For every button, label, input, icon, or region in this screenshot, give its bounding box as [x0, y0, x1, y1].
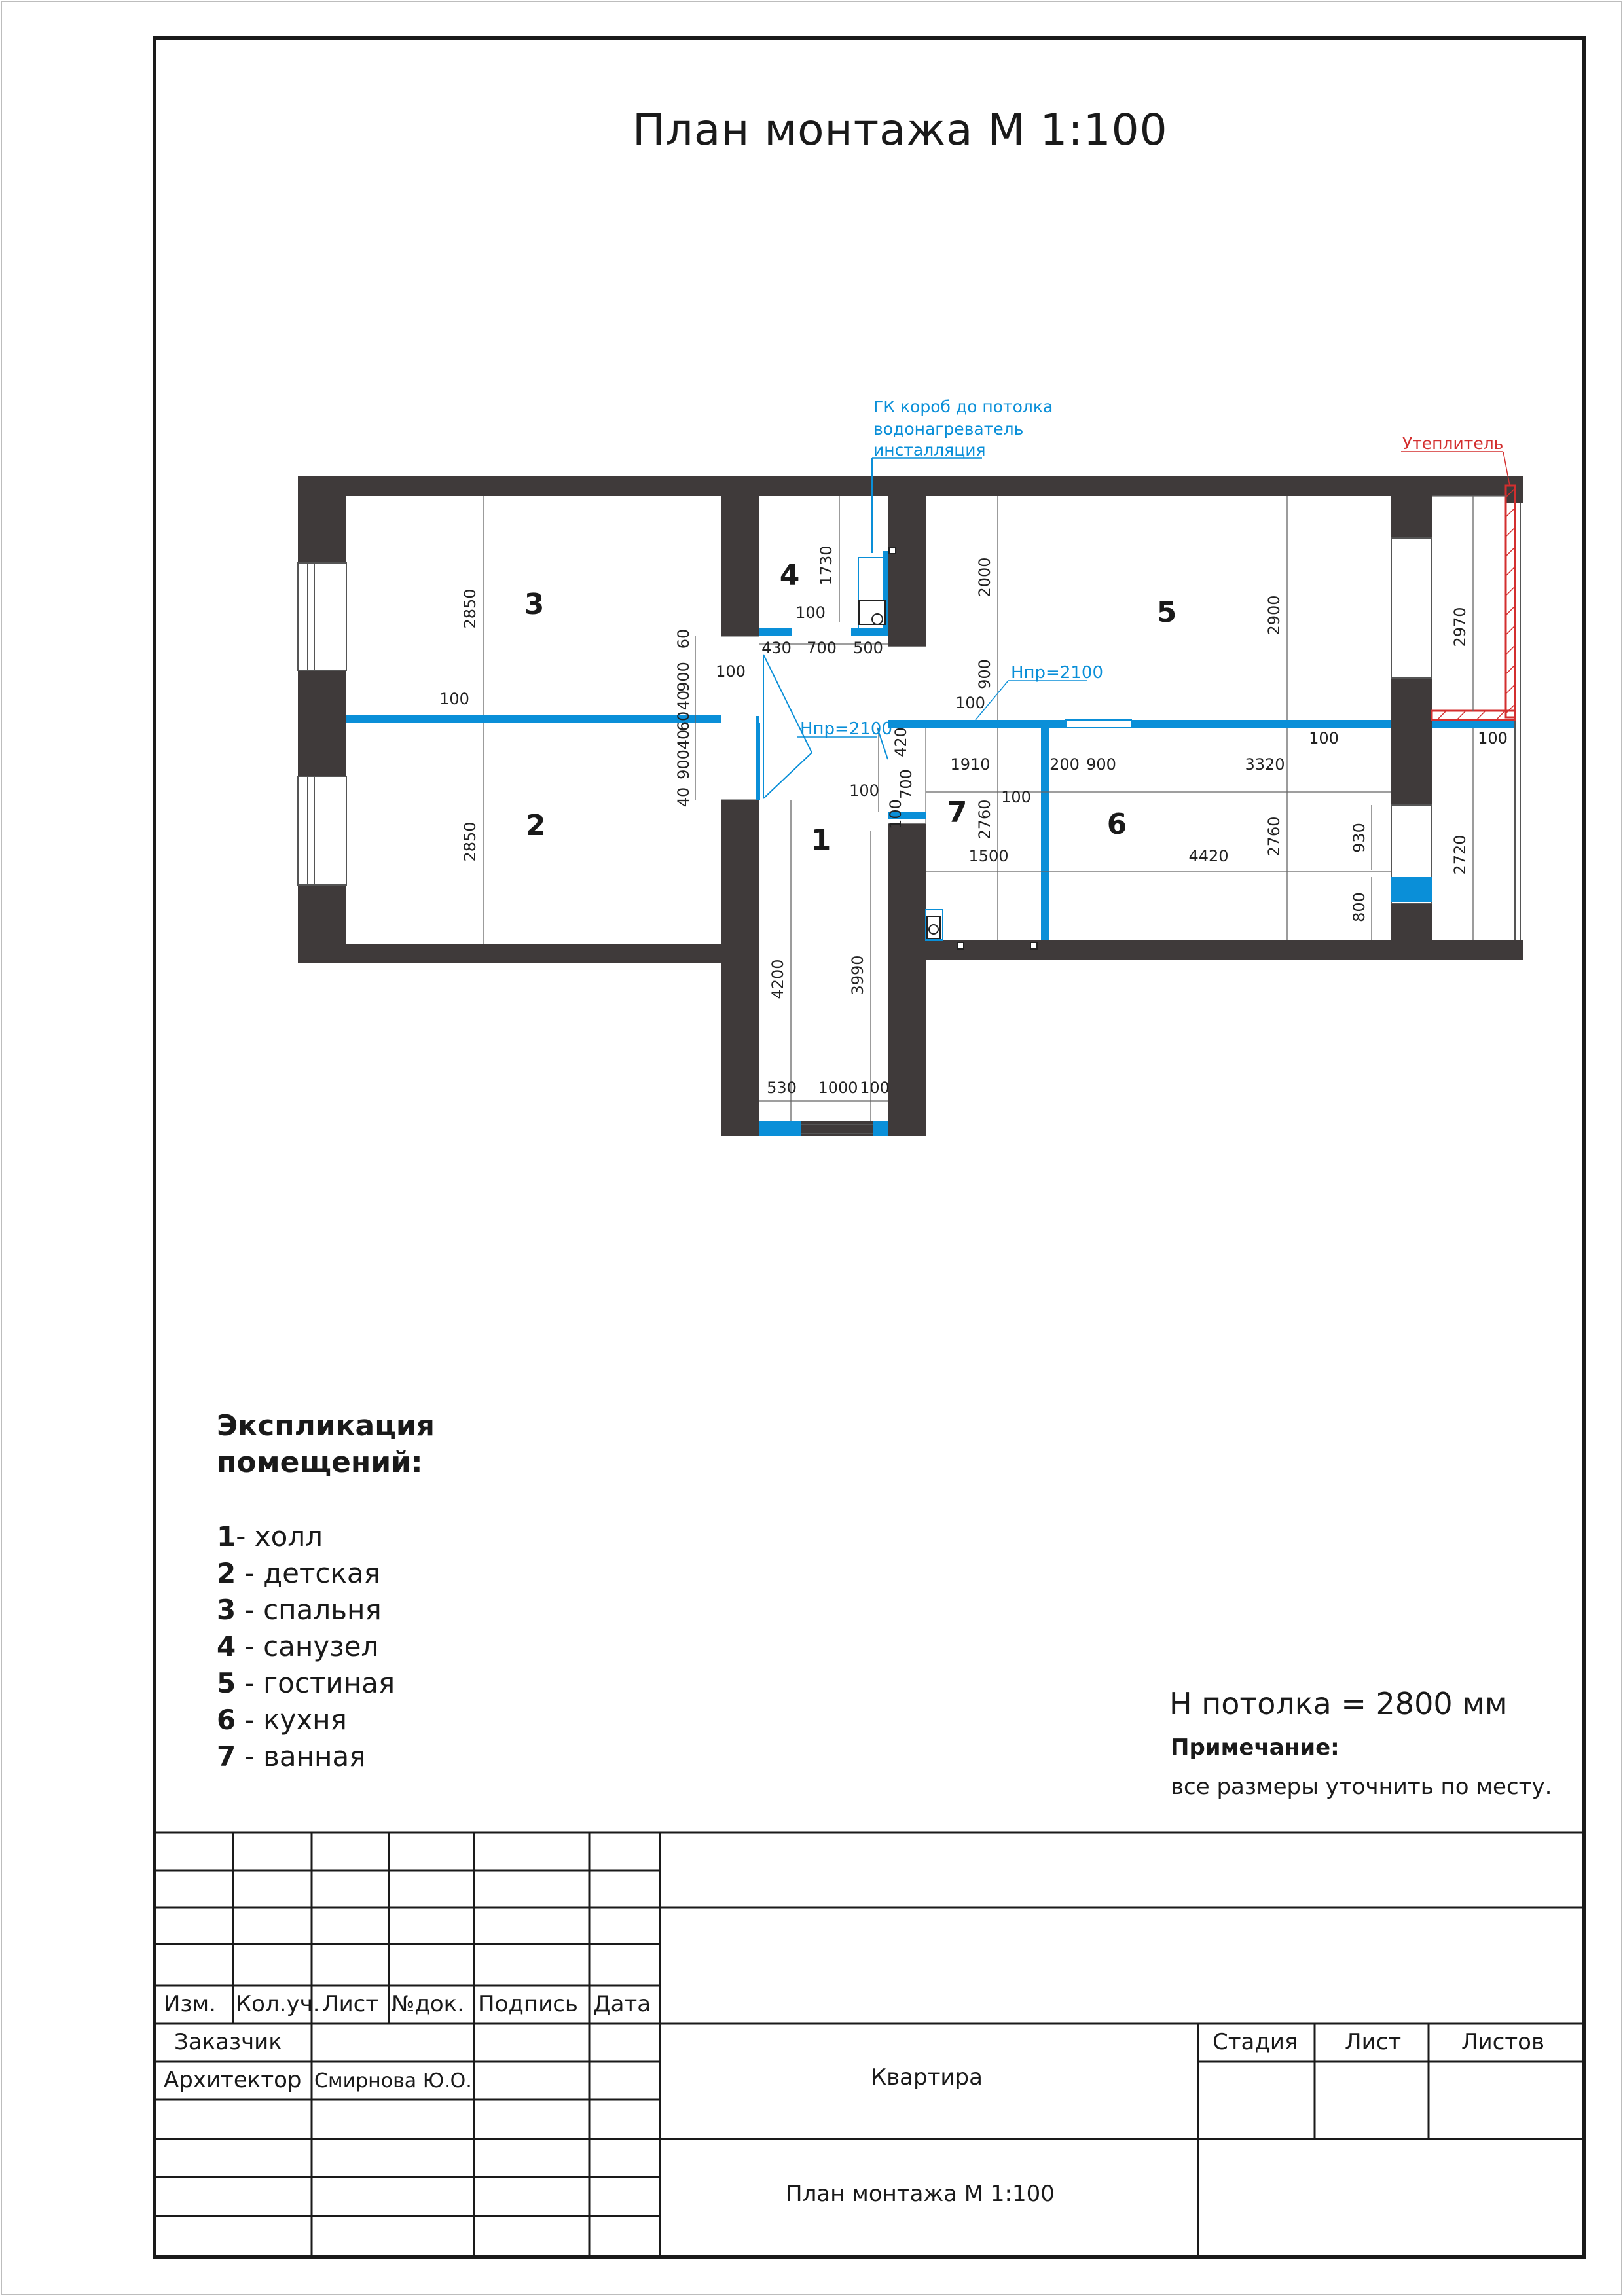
dim-h-100c: 100	[860, 1079, 890, 1097]
dim-k-3320: 3320	[1245, 755, 1285, 774]
dim-v40b: 40	[674, 729, 693, 750]
dim-v900a: 900	[674, 662, 693, 692]
dim-r3-height: 2850	[461, 588, 479, 629]
room-number-1: 1	[811, 823, 831, 857]
legend-item-5	[217, 1665, 395, 1702]
legend-item-1	[217, 1518, 323, 1555]
architect-label: Архитектор	[164, 2067, 302, 2093]
dim-h-700: 700	[897, 769, 915, 799]
dim-v900b: 900	[674, 749, 693, 780]
dim-r4-100: 100	[795, 603, 826, 622]
col-header-signature: Подпись	[478, 1991, 578, 2017]
col-header-date: Дата	[593, 1991, 651, 2017]
col-header-list: Лист	[322, 1991, 379, 2017]
legend-item-6	[217, 1702, 347, 1738]
floor-plan	[298, 397, 1523, 1136]
col-header-kol: Кол.уч.	[236, 1991, 320, 2017]
dim-r5-100b: 100	[1309, 729, 1339, 747]
drawing-frame	[155, 38, 1584, 2257]
legend-item-2	[217, 1555, 380, 1592]
legend-item-4	[217, 1628, 378, 1665]
room-number-2: 2	[525, 809, 546, 842]
dim-h-100b: 100	[886, 799, 905, 829]
dim-k-100: 100	[1001, 788, 1031, 806]
dim-k-2760a: 2760	[976, 799, 994, 840]
room-number-6: 6	[1106, 808, 1127, 841]
room-number-3: 3	[524, 588, 545, 621]
dim-h-3990: 3990	[848, 955, 867, 996]
dim-balcony-2970: 2970	[1451, 607, 1469, 647]
sheet-title: План монтажа М 1:100	[786, 2181, 1055, 2207]
page-title: План монтажа М 1:100	[632, 105, 1168, 155]
dim-h-100a: 100	[849, 781, 879, 800]
architect-name: Смирнова Ю.О.	[314, 2070, 472, 2092]
dim-k-800: 800	[1350, 892, 1368, 922]
dim-r4-height: 1730	[817, 545, 835, 586]
legend-num: 1	[217, 1520, 236, 1552]
sheets-label: Листов	[1461, 2029, 1545, 2055]
insulation-label: Утеплитель	[1402, 434, 1504, 453]
dim-r5-900: 900	[976, 659, 994, 689]
room-number-5: 5	[1156, 596, 1177, 629]
legend-text: - спальня	[236, 1594, 382, 1626]
dim-v60b: 60	[674, 711, 693, 732]
dim-k-4420: 4420	[1188, 847, 1229, 865]
dim-left-100: 100	[716, 662, 746, 681]
dim-h-420: 420	[892, 727, 910, 757]
dim-r5-2900: 2900	[1265, 595, 1283, 636]
customer-label: Заказчик	[174, 2029, 282, 2055]
page-border	[1, 1, 1622, 2295]
dimension-lines	[483, 496, 1506, 1121]
legend-text: - санузел	[236, 1630, 379, 1662]
dim-h-530: 530	[767, 1079, 797, 1097]
sheet-label: Лист	[1345, 2029, 1402, 2055]
dim-r2-height: 2850	[461, 821, 479, 862]
dim-partition-100: 100	[439, 690, 469, 708]
dim-v60: 60	[674, 628, 693, 649]
dim-r4-500: 500	[853, 639, 883, 657]
dimension-labels	[439, 545, 1508, 1097]
door-height-label-1: Hпр=2100	[1011, 663, 1104, 683]
legend-num: 7	[217, 1740, 236, 1772]
ceiling-height: Н потолка = 2800 мм	[1169, 1686, 1508, 1721]
legend-num: 2	[217, 1557, 236, 1589]
dim-k-200: 200	[1049, 755, 1080, 774]
col-header-ndoc: №док.	[392, 1991, 465, 2017]
note-label: Примечание:	[1171, 1734, 1340, 1761]
stage-label: Стадия	[1213, 2029, 1298, 2055]
legend-text: - гостиная	[236, 1667, 395, 1699]
dim-k-1910: 1910	[950, 755, 991, 774]
gk-annotation-line-3: инсталляция	[873, 440, 986, 459]
object-name: Квартира	[871, 2064, 983, 2090]
legend-item-3	[217, 1592, 382, 1628]
dim-h-4200: 4200	[769, 959, 787, 999]
dim-h-1000: 1000	[818, 1079, 858, 1097]
dim-k-2760b: 2760	[1265, 816, 1283, 857]
col-header-izm: Изм.	[164, 1991, 216, 2017]
legend-text: - ванная	[236, 1740, 366, 1772]
dim-balcony-2720: 2720	[1451, 834, 1469, 875]
room-numbers	[524, 559, 1177, 857]
door-height-label-2: Hпр=2100	[800, 719, 893, 739]
dim-v40c: 40	[674, 787, 693, 808]
dim-r5-2000: 2000	[976, 557, 994, 598]
dim-r5-100: 100	[955, 694, 985, 712]
fixtures	[859, 547, 1037, 949]
gk-annotation-line-2: водонагреватель	[873, 420, 1024, 439]
legend-num: 6	[217, 1704, 236, 1736]
legend-text: - детская	[236, 1557, 380, 1589]
legend-text: - холл	[236, 1520, 323, 1552]
dim-balcony-100: 100	[1478, 729, 1508, 747]
dim-k-900: 900	[1086, 755, 1116, 774]
dim-k-930: 930	[1350, 823, 1368, 853]
gk-annotation-line-1: ГК короб до потолка	[873, 397, 1053, 416]
walls	[298, 476, 1523, 1136]
dim-v40a: 40	[674, 690, 693, 711]
dim-k-1500: 1500	[968, 847, 1009, 865]
note-text: все размеры уточнить по месту.	[1171, 1774, 1552, 1800]
legend-item-7	[217, 1738, 366, 1775]
legend-num: 5	[217, 1667, 236, 1699]
dim-r4-700: 700	[807, 639, 837, 657]
legend-num: 4	[217, 1630, 236, 1662]
legend-text: - кухня	[236, 1704, 347, 1736]
legend-heading-1: Экспликация	[217, 1409, 435, 1443]
partitions	[346, 551, 1514, 1136]
legend-heading-2: помещений:	[217, 1446, 423, 1479]
room-number-7: 7	[947, 796, 968, 829]
legend-num: 3	[217, 1594, 236, 1626]
dim-r4-430: 430	[761, 639, 792, 657]
room-number-4: 4	[779, 559, 800, 592]
